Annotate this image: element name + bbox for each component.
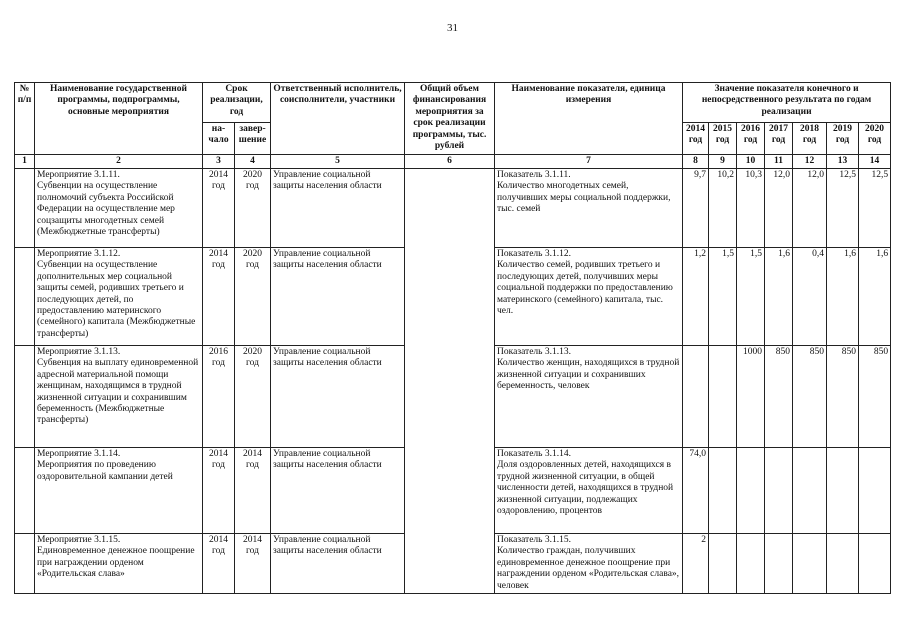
value-2020: [859, 448, 891, 534]
value-2018: 850: [793, 346, 827, 448]
value-2016: 1,5: [737, 248, 765, 346]
header-term-start: на- чало: [203, 123, 235, 155]
value-2015: [709, 534, 737, 594]
column-number: 13: [827, 155, 859, 169]
header-year-2017: 2017 год: [765, 123, 793, 155]
value-2014: 1,2: [683, 248, 709, 346]
executor: Управление социальной защиты населения области: [271, 169, 405, 248]
value-2019: 12,5: [827, 169, 859, 248]
column-number: 12: [793, 155, 827, 169]
value-2014: 9,7: [683, 169, 709, 248]
value-2020: 850: [859, 346, 891, 448]
term-end: 2020 год: [235, 346, 271, 448]
row-number: [15, 448, 35, 534]
column-number: 1: [15, 155, 35, 169]
indicator-name: Показатель 3.1.13. Количество женщин, находящихся в трудной жизненной ситуации и сохранивших беременность, человек: [495, 346, 683, 448]
indicator-name: Показатель 3.1.11. Количество многодетных семей, получивших меры социальной поддержки, тыс. семей: [495, 169, 683, 248]
indicator-name: Показатель 3.1.12. Количество семей, родивших третьего и последующих детей, получивших меры социальной поддержки по предоставлению материнского (семейного) капитала, тыс. чел.: [495, 248, 683, 346]
row-number: [15, 534, 35, 594]
term-end: 2014 год: [235, 534, 271, 594]
value-2019: [827, 534, 859, 594]
row-number: [15, 248, 35, 346]
header-year-2018: 2018 год: [793, 123, 827, 155]
column-number: 10: [737, 155, 765, 169]
column-numbers-row: [15, 155, 891, 169]
column-number: 9: [709, 155, 737, 169]
term-end: 2014 год: [235, 448, 271, 534]
value-2015: 10,2: [709, 169, 737, 248]
indicator-name: Показатель 3.1.15. Количество граждан, получивших единовременное денежное поощрение при награждении орденом «Родительская слава», человек: [495, 534, 683, 594]
column-number: 2: [35, 155, 203, 169]
value-2016: [737, 448, 765, 534]
executor: Управление социальной защиты населения области: [271, 346, 405, 448]
indicator-name: Показатель 3.1.14. Доля оздоровленных детей, находящихся в трудной жизненной ситуации, в общей численности детей, находящихся в трудной жизненной ситуации, подлежащих оздоровлению, процентов: [495, 448, 683, 534]
column-number: 6: [405, 155, 495, 169]
value-2020: 12,5: [859, 169, 891, 248]
value-2017: [765, 448, 793, 534]
executor: Управление социальной защиты населения области: [271, 448, 405, 534]
value-2017: 1,6: [765, 248, 793, 346]
row-number: [15, 169, 35, 248]
header-year-2015: 2015 год: [709, 123, 737, 155]
value-2015: 1,5: [709, 248, 737, 346]
program-table: [14, 82, 891, 594]
term-start: 2016 год: [203, 346, 235, 448]
measure-name: Мероприятие 3.1.14. Мероприятия по проведению оздоровительной кампании детей: [35, 448, 203, 534]
value-2016: [737, 534, 765, 594]
column-number: 7: [495, 155, 683, 169]
page-number: 31: [447, 22, 458, 34]
value-2015: [709, 346, 737, 448]
header-financing: Общий объем финансирования мероприятия за срок реализации программы, тыс. рублей: [405, 83, 495, 155]
row-number: [15, 346, 35, 448]
value-2018: [793, 534, 827, 594]
value-2018: 12,0: [793, 169, 827, 248]
header-values: Значение показателя конечного и непосредственного результата по годам реализации: [683, 83, 891, 123]
column-number: 14: [859, 155, 891, 169]
header-year-2020: 2020 год: [859, 123, 891, 155]
header-year-2019: 2019 год: [827, 123, 859, 155]
value-2014: [683, 346, 709, 448]
header-number: № п/п: [15, 83, 35, 155]
value-2018: 0,4: [793, 248, 827, 346]
value-2017: 850: [765, 346, 793, 448]
term-start: 2014 год: [203, 534, 235, 594]
value-2020: 1,6: [859, 248, 891, 346]
table-row: [15, 169, 891, 248]
term-start: 2014 год: [203, 169, 235, 248]
measure-name: Мероприятие 3.1.12. Субвенции на осуществление дополнительных мер социальной защиты семей, родивших третьего и последующих детей, по предоставлению материнского (семейного) капитала (Межбюджетные трансферты): [35, 248, 203, 346]
column-number: 8: [683, 155, 709, 169]
value-2019: 1,6: [827, 248, 859, 346]
header-year-2014: 2014 год: [683, 123, 709, 155]
term-start: 2014 год: [203, 448, 235, 534]
measure-name: Мероприятие 3.1.15. Единовременное денежное поощрение при награждении орденом «Родительская слава»: [35, 534, 203, 594]
column-number: 3: [203, 155, 235, 169]
measure-name: Мероприятие 3.1.13. Субвенция на выплату единовременной адресной материальной помощи женщинам, находящимся в трудной жизненной ситуации и сохранившим беременность (Межбюджетные трансферты): [35, 346, 203, 448]
value-2016: 1000: [737, 346, 765, 448]
value-2017: 12,0: [765, 169, 793, 248]
term-start: 2014 год: [203, 248, 235, 346]
financing-volume: [405, 169, 495, 594]
executor: Управление социальной защиты населения области: [271, 534, 405, 594]
column-number: 5: [271, 155, 405, 169]
executor: Управление социальной защиты населения области: [271, 248, 405, 346]
value-2020: [859, 534, 891, 594]
value-2019: [827, 448, 859, 534]
measure-name: Мероприятие 3.1.11. Субвенции на осуществление полномочий субъекта Российской Федерации на осуществление мер соцзащиты многодетных семей (Межбюджетные трансферты): [35, 169, 203, 248]
value-2014: 74,0: [683, 448, 709, 534]
value-2017: [765, 534, 793, 594]
value-2018: [793, 448, 827, 534]
column-number: 4: [235, 155, 271, 169]
term-end: 2020 год: [235, 169, 271, 248]
column-number: 11: [765, 155, 793, 169]
term-end: 2020 год: [235, 248, 271, 346]
value-2016: 10,3: [737, 169, 765, 248]
header-term: Срок реализации, год: [203, 83, 271, 123]
header-measure-name: Наименование государственной программы, подпрограммы, основные мероприятия: [35, 83, 203, 155]
value-2015: [709, 448, 737, 534]
header-executor: Ответственный исполнитель, соисполнители, участники: [271, 83, 405, 155]
value-2014: 2: [683, 534, 709, 594]
value-2019: 850: [827, 346, 859, 448]
header-term-end: завер- шение: [235, 123, 271, 155]
header-year-2016: 2016 год: [737, 123, 765, 155]
header-indicator: Наименование показателя, единица измерения: [495, 83, 683, 155]
